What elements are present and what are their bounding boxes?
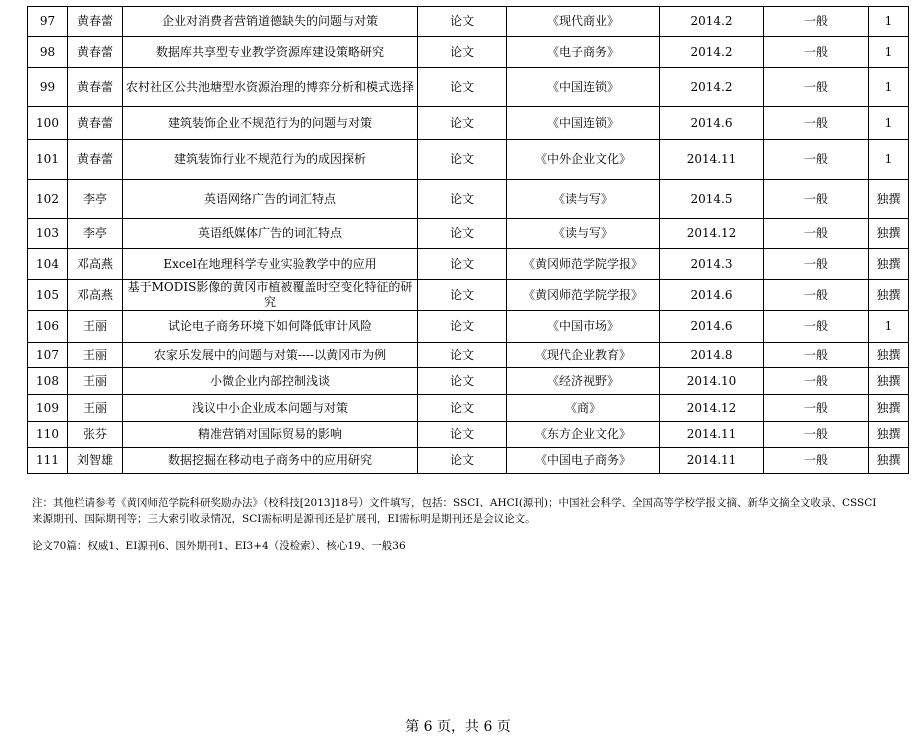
row-number: 98 bbox=[28, 37, 68, 68]
row-date: 2014.10 bbox=[660, 368, 764, 395]
row-author: 李亭 bbox=[68, 219, 123, 249]
row-number: 111 bbox=[28, 448, 68, 474]
table-row bbox=[28, 219, 909, 249]
row-note: 1 bbox=[869, 68, 909, 107]
row-note: 1 bbox=[869, 107, 909, 140]
row-note: 独撰 bbox=[869, 280, 909, 311]
row-journal: 《中国连锁》 bbox=[507, 68, 660, 107]
row-type: 论文 bbox=[418, 180, 507, 219]
table-row bbox=[28, 395, 909, 422]
row-author: 邓高燕 bbox=[68, 249, 123, 280]
row-title: 基于MODIS影像的黄冈市植被覆盖时空变化特征的研究 bbox=[123, 280, 418, 311]
table-row bbox=[28, 140, 909, 180]
row-note: 1 bbox=[869, 140, 909, 180]
table-row bbox=[28, 7, 909, 37]
row-date: 2014.5 bbox=[660, 180, 764, 219]
row-note: 独撰 bbox=[869, 180, 909, 219]
row-date: 2014.11 bbox=[660, 140, 764, 180]
row-level: 一般 bbox=[764, 68, 869, 107]
row-author: 黄春蕾 bbox=[68, 140, 123, 180]
row-journal: 《经济视野》 bbox=[507, 368, 660, 395]
row-author: 黄春蕾 bbox=[68, 7, 123, 37]
row-title: 精准营销对国际贸易的影响 bbox=[123, 422, 418, 448]
row-date: 2014.2 bbox=[660, 37, 764, 68]
row-number: 101 bbox=[28, 140, 68, 180]
row-date: 2014.6 bbox=[660, 311, 764, 343]
table-row bbox=[28, 280, 909, 311]
row-author: 李亭 bbox=[68, 180, 123, 219]
row-date: 2014.11 bbox=[660, 448, 764, 474]
row-author: 黄春蕾 bbox=[68, 37, 123, 68]
row-number: 104 bbox=[28, 249, 68, 280]
row-number: 106 bbox=[28, 311, 68, 343]
row-type: 论文 bbox=[418, 311, 507, 343]
row-level: 一般 bbox=[764, 180, 869, 219]
table-row bbox=[28, 68, 909, 107]
row-journal: 《电子商务》 bbox=[507, 37, 660, 68]
row-number: 105 bbox=[28, 280, 68, 311]
row-author: 黄春蕾 bbox=[68, 107, 123, 140]
row-note: 独撰 bbox=[869, 448, 909, 474]
row-type: 论文 bbox=[418, 395, 507, 422]
row-type: 论文 bbox=[418, 7, 507, 37]
row-date: 2014.6 bbox=[660, 107, 764, 140]
row-number: 102 bbox=[28, 180, 68, 219]
row-date: 2014.11 bbox=[660, 422, 764, 448]
table-row bbox=[28, 311, 909, 343]
row-level: 一般 bbox=[764, 422, 869, 448]
row-note: 1 bbox=[869, 7, 909, 37]
row-author: 王丽 bbox=[68, 311, 123, 343]
row-number: 97 bbox=[28, 7, 68, 37]
row-journal: 《商》 bbox=[507, 395, 660, 422]
row-title: 小微企业内部控制浅谈 bbox=[123, 368, 418, 395]
row-journal: 《中国电子商务》 bbox=[507, 448, 660, 474]
row-number: 110 bbox=[28, 422, 68, 448]
table-row bbox=[28, 343, 909, 368]
row-number: 107 bbox=[28, 343, 68, 368]
row-level: 一般 bbox=[764, 219, 869, 249]
row-level: 一般 bbox=[764, 448, 869, 474]
table-row bbox=[28, 249, 909, 280]
row-level: 一般 bbox=[764, 343, 869, 368]
row-author: 王丽 bbox=[68, 343, 123, 368]
row-type: 论文 bbox=[418, 68, 507, 107]
table-row bbox=[28, 107, 909, 140]
row-level: 一般 bbox=[764, 37, 869, 68]
row-level: 一般 bbox=[764, 368, 869, 395]
row-date: 2014.8 bbox=[660, 343, 764, 368]
row-journal: 《黄冈师范学院学报》 bbox=[507, 280, 660, 311]
row-author: 王丽 bbox=[68, 368, 123, 395]
table-note: 注：其他栏请参考《黄冈师范学院科研奖励办法》（校科技[2013]18号）文件填写，包括：SSCI、AHCI(源刊)；中国社会科学、全国高等学校学报文摘、新华文摘全文收录、CSSCI来源期刊、国际期刊等；三大索引收录情况，SCI需标明是源刊还是扩展刊，EI需标明是期刊还是会议论文。 bbox=[32, 497, 877, 525]
row-title: Excel在地理科学专业实验教学中的应用 bbox=[123, 249, 418, 280]
row-author: 刘智雄 bbox=[68, 448, 123, 474]
row-title: 试论电子商务环境下如何降低审计风险 bbox=[123, 311, 418, 343]
row-title: 建筑装饰行业不规范行为的成因探析 bbox=[123, 140, 418, 180]
row-title: 浅议中小企业成本问题与对策 bbox=[123, 395, 418, 422]
row-type: 论文 bbox=[418, 448, 507, 474]
row-title: 数据库共享型专业教学资源库建设策略研究 bbox=[123, 37, 418, 68]
row-type: 论文 bbox=[418, 368, 507, 395]
row-type: 论文 bbox=[418, 107, 507, 140]
row-journal: 《中国连锁》 bbox=[507, 107, 660, 140]
row-author: 邓高燕 bbox=[68, 280, 123, 311]
row-number: 109 bbox=[28, 395, 68, 422]
table-row bbox=[28, 37, 909, 68]
page-footer: 第 6 页，共 6 页 bbox=[405, 719, 511, 735]
row-note: 独撰 bbox=[869, 219, 909, 249]
row-date: 2014.2 bbox=[660, 68, 764, 107]
row-note: 1 bbox=[869, 37, 909, 68]
row-note: 独撰 bbox=[869, 249, 909, 280]
row-level: 一般 bbox=[764, 107, 869, 140]
row-journal: 《黄冈师范学院学报》 bbox=[507, 249, 660, 280]
table-row bbox=[28, 448, 909, 474]
row-journal: 《现代企业教育》 bbox=[507, 343, 660, 368]
row-journal: 《中外企业文化》 bbox=[507, 140, 660, 180]
row-title: 英语网络广告的词汇特点 bbox=[123, 180, 418, 219]
row-type: 论文 bbox=[418, 219, 507, 249]
row-note: 独撰 bbox=[869, 422, 909, 448]
row-level: 一般 bbox=[764, 395, 869, 422]
row-author: 黄春蕾 bbox=[68, 68, 123, 107]
row-type: 论文 bbox=[418, 140, 507, 180]
row-title: 建筑装饰企业不规范行为的问题与对策 bbox=[123, 107, 418, 140]
paper-summary: 论文70篇：权威1、EI源刊6、国外期刊1、EI3+4（没检索）、核心19、一般36 bbox=[32, 540, 406, 552]
row-title: 农村社区公共池塘型水资源治理的博弈分析和模式选择 bbox=[123, 68, 418, 107]
row-type: 论文 bbox=[418, 280, 507, 311]
row-title: 英语纸媒体广告的词汇特点 bbox=[123, 219, 418, 249]
row-journal: 《现代商业》 bbox=[507, 7, 660, 37]
row-journal: 《读与写》 bbox=[507, 219, 660, 249]
row-note: 独撰 bbox=[869, 368, 909, 395]
row-date: 2014.12 bbox=[660, 219, 764, 249]
row-type: 论文 bbox=[418, 343, 507, 368]
row-level: 一般 bbox=[764, 311, 869, 343]
row-number: 108 bbox=[28, 368, 68, 395]
row-type: 论文 bbox=[418, 422, 507, 448]
row-note: 1 bbox=[869, 311, 909, 343]
row-author: 张芬 bbox=[68, 422, 123, 448]
row-number: 99 bbox=[28, 68, 68, 107]
row-level: 一般 bbox=[764, 7, 869, 37]
table-row bbox=[28, 180, 909, 219]
row-level: 一般 bbox=[764, 280, 869, 311]
row-date: 2014.6 bbox=[660, 280, 764, 311]
table-row bbox=[28, 422, 909, 448]
row-level: 一般 bbox=[764, 249, 869, 280]
row-title: 企业对消费者营销道德缺失的问题与对策 bbox=[123, 7, 418, 37]
row-level: 一般 bbox=[764, 140, 869, 180]
row-journal: 《读与写》 bbox=[507, 180, 660, 219]
row-author: 王丽 bbox=[68, 395, 123, 422]
row-date: 2014.12 bbox=[660, 395, 764, 422]
row-type: 论文 bbox=[418, 249, 507, 280]
row-journal: 《东方企业文化》 bbox=[507, 422, 660, 448]
row-title: 数据挖掘在移动电子商务中的应用研究 bbox=[123, 448, 418, 474]
table-row bbox=[28, 368, 909, 395]
row-type: 论文 bbox=[418, 37, 507, 68]
papers-table-body bbox=[28, 7, 909, 474]
papers-table bbox=[27, 6, 909, 474]
row-date: 2014.3 bbox=[660, 249, 764, 280]
row-number: 100 bbox=[28, 107, 68, 140]
row-number: 103 bbox=[28, 219, 68, 249]
row-note: 独撰 bbox=[869, 343, 909, 368]
row-note: 独撰 bbox=[869, 395, 909, 422]
row-date: 2014.2 bbox=[660, 7, 764, 37]
row-title: 农家乐发展中的问题与对策----以黄冈市为例 bbox=[123, 343, 418, 368]
row-journal: 《中国市场》 bbox=[507, 311, 660, 343]
